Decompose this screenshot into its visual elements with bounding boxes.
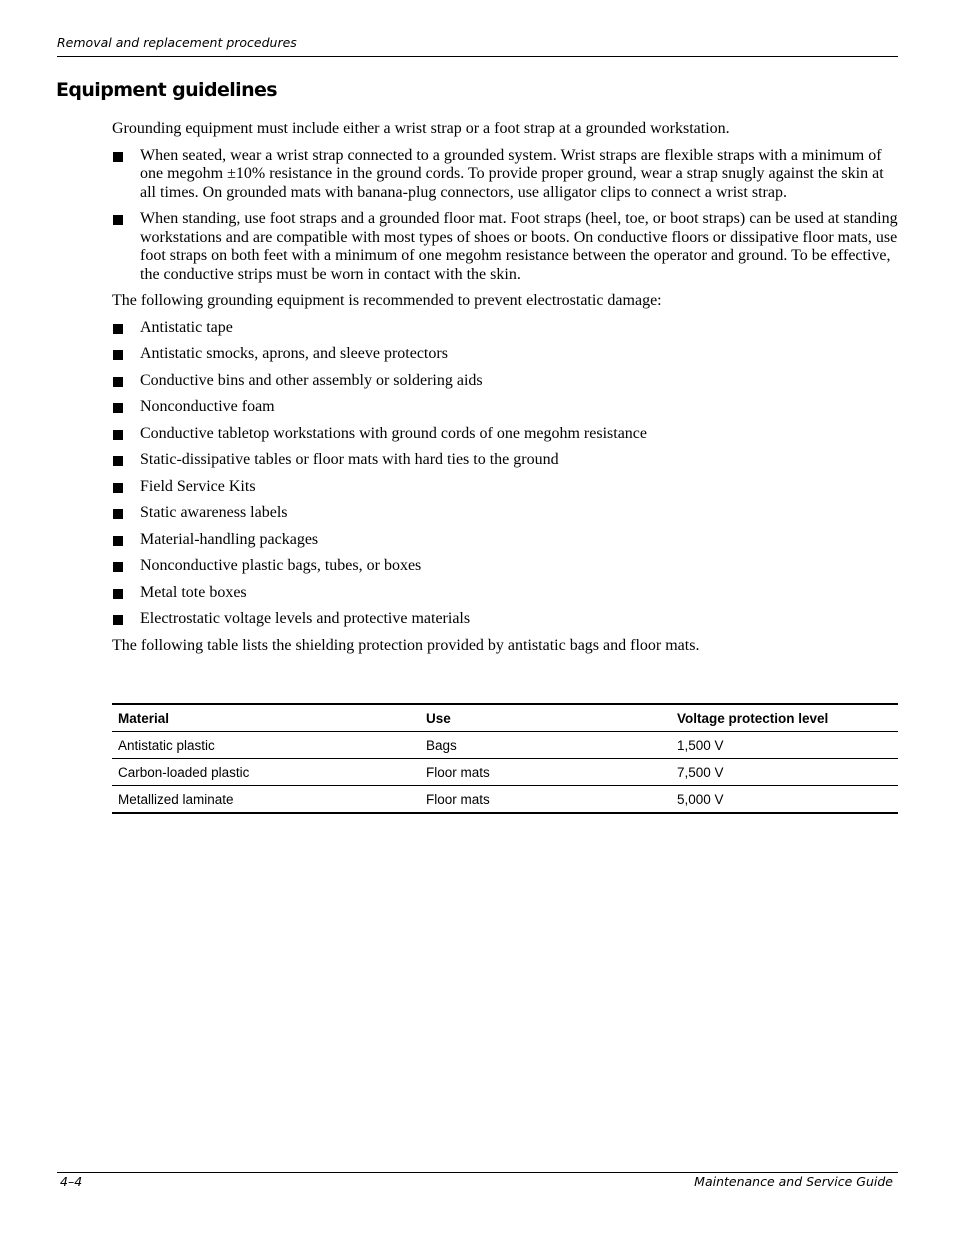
table-cell-voltage: 1,500 V (677, 737, 724, 753)
bullet-square-icon (113, 377, 123, 387)
table-row (112, 732, 898, 759)
header-rule (57, 56, 898, 57)
list-item-text: Electrostatic voltage levels and protective materials (140, 610, 471, 627)
table-cell-use: Bags (426, 737, 457, 753)
list-item-text: Conductive tabletop workstations with ground cords of one megohm resistance (140, 424, 648, 442)
table-cell-voltage: 7,500 V (677, 764, 724, 780)
list-item-text: When seated, wear a wrist strap connected to a grounded system. Wrist straps are flexible straps with a minimum of one megohm ±10% resistance in the ground cords. To provide proper ground, wear a strap snugly against the skin at all times. On grounded mats with banana-plug connectors, use alligator clips to connect a wrist strap. (140, 146, 884, 201)
bullet-square-icon (113, 509, 123, 519)
list-item-text: Metal tote boxes (140, 583, 247, 601)
list-item (112, 372, 898, 391)
list-item (112, 531, 898, 550)
list-item-text: Material-handling packages (140, 530, 319, 548)
section-title: Equipment guidelines (56, 79, 278, 101)
intro-paragraph: Grounding equipment must include either a wrist strap or a foot strap at a grounded workstation. (112, 120, 730, 137)
list-item (112, 147, 898, 203)
running-header: Removal and replacement procedures (57, 35, 297, 50)
list-item (112, 398, 898, 417)
list-item-text: Nonconductive plastic bags, tubes, or boxes (140, 557, 422, 574)
bullet-square-icon (113, 589, 123, 599)
strap-bullet-list (112, 147, 898, 285)
shielding-protection-table (112, 703, 898, 814)
list-item (112, 345, 898, 364)
table-row (112, 786, 898, 814)
list-item-text: Field Service Kits (140, 477, 256, 495)
list-item-text: Antistatic tape (140, 318, 233, 336)
list-item (112, 210, 898, 284)
bullet-square-icon (113, 215, 123, 225)
table-row (112, 759, 898, 786)
table-cell-voltage: 5,000 V (677, 791, 724, 807)
bullet-square-icon (113, 152, 123, 162)
list-item (112, 451, 898, 470)
footer-guide-title: Maintenance and Service Guide (694, 1174, 893, 1189)
column-header-voltage: Voltage protection level (677, 710, 829, 726)
footer-rule (57, 1172, 898, 1173)
page-number: 4–4 (60, 1174, 83, 1189)
list-item-text: Static-dissipative tables or floor mats with hard ties to the ground (140, 451, 559, 468)
list-item (112, 557, 898, 576)
bullet-square-icon (113, 430, 123, 440)
list-item (112, 425, 898, 444)
list-item (112, 504, 898, 523)
bullet-square-icon (113, 483, 123, 493)
bullet-square-icon (113, 615, 123, 625)
column-header-use: Use (426, 710, 451, 726)
table-cell-material: Antistatic plastic (118, 737, 215, 753)
table-header-row (112, 704, 898, 732)
list-item (112, 610, 898, 629)
bullet-square-icon (113, 350, 123, 360)
table-intro-paragraph: The following table lists the shielding protection provided by antistatic bags and floor mats. (112, 636, 700, 654)
bullet-square-icon (113, 562, 123, 572)
bullet-square-icon (113, 456, 123, 466)
bullet-square-icon (113, 536, 123, 546)
table-cell-material: Metallized laminate (118, 791, 234, 807)
list-item-text: Antistatic smocks, aprons, and sleeve protectors (140, 345, 448, 362)
list-item-text: Conductive bins and other assembly or soldering aids (140, 371, 483, 389)
list-item (112, 319, 898, 338)
body-content (112, 120, 898, 663)
list-item (112, 478, 898, 497)
column-header-material: Material (118, 710, 170, 726)
list-item-text: Nonconductive foam (140, 398, 275, 415)
equipment-intro-paragraph: The following grounding equipment is recommended to prevent electrostatic damage: (112, 292, 662, 309)
list-item-text: When standing, use foot straps and a grounded floor mat. Foot straps (heel, toe, or boot straps) can be used at standing workstations and are compatible with most types of shoes or boots. On conductive floors or dissipative floor mats, use foot straps on both feet with a minimum of one megohm resistance between the operator and ground. To be effective, the conductive strips must be worn in contact with the skin. (140, 210, 898, 283)
table-cell-use: Floor mats (426, 791, 490, 807)
list-item (112, 584, 898, 603)
list-item-text: Static awareness labels (140, 504, 288, 521)
bullet-square-icon (113, 324, 123, 334)
equipment-bullet-list (112, 319, 898, 629)
table-cell-use: Floor mats (426, 764, 490, 780)
table-cell-material: Carbon-loaded plastic (118, 764, 250, 780)
bullet-square-icon (113, 403, 123, 413)
